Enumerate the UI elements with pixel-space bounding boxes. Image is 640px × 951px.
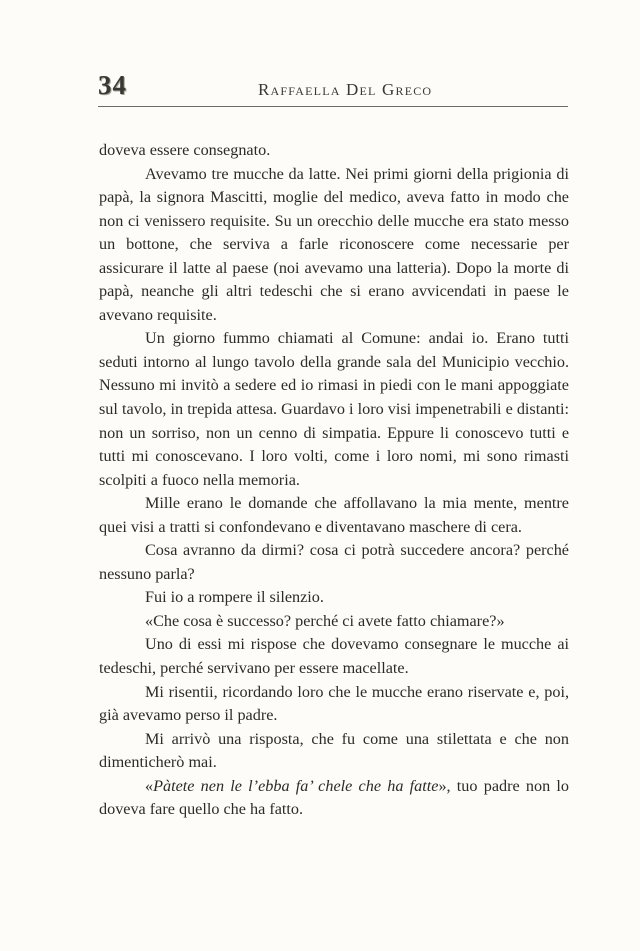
body-text [99, 139, 569, 822]
header-rule [98, 106, 568, 107]
paragraph: Fui io a rompere il silenzio. [145, 588, 324, 607]
paragraph: Un giorno fummo chiamati al Comune: andai io. Erano tutti seduti intorno al lungo tavolo della grande sala del Municipio vecchio. Nessuno mi invitò a sedere ed io rimasi in piedi con le mani appoggiate sul tavolo, in trepida attesa. Guardavo i loro visi impenetrabili e distanti: non un sorriso, non un cenno di simpatia. Eppure li conoscevo tutti e tutti mi conoscevano. I loro volti, come i loro nomi, mi sono rimasti scolpiti a fuoco nella memoria. [99, 329, 569, 489]
paragraph: Cosa avranno da dirmi? cosa ci potrà succedere ancora? perché nessuno parla? [99, 541, 569, 583]
quote-open: « [145, 776, 154, 795]
paragraph: Avevamo tre mucche da latte. Nei primi giorni della prigionia di papà, la signora Mascitti, moglie del medico, aveva fatto in modo che non ci venissero requisite. Su un orecchio delle mucche era stato messo un bottone, che serviva a farle riconoscere come necessarie per assicurare il latte al paese (noi avevamo una latteria). Dopo la morte di papà, neanche gli altri tedeschi che si erano avvicendati in paese le avevano requisite. [99, 164, 569, 324]
paragraph-rest: , tuo padre non lo doveva fare quello che ha fatto. [99, 776, 569, 819]
paragraph: Mille erano le domande che affollavano la mia mente, mentre quei visi a tratti si confondevano e diventavano maschere di cera. [99, 494, 569, 536]
paragraph: «Che cosa è successo? perché ci avete fatto chiamare?» [145, 611, 505, 630]
paragraph-last [99, 775, 569, 822]
page-number: 34 [98, 70, 127, 100]
paragraph: Uno di essi mi rispose che dovevamo consegnare le mucche ai tedeschi, perché servivano per essere macellate. [99, 635, 569, 678]
paragraph: doveva essere consegnato. [99, 141, 271, 159]
paragraph: Mi arrivò una risposta, che fu come una stilettata e che non dimenticherò mai. [99, 729, 569, 772]
paragraph: Mi risentii, ricordando loro che le mucche erano riservate e, poi, già avevamo perso il padre. [99, 682, 569, 725]
running-head-author: Raffaella Del Greco [258, 80, 433, 99]
dialect-quote: Pàtete nen le l’ebba fa’ chele che ha fatte [153, 776, 439, 795]
quote-close: » [438, 776, 447, 795]
